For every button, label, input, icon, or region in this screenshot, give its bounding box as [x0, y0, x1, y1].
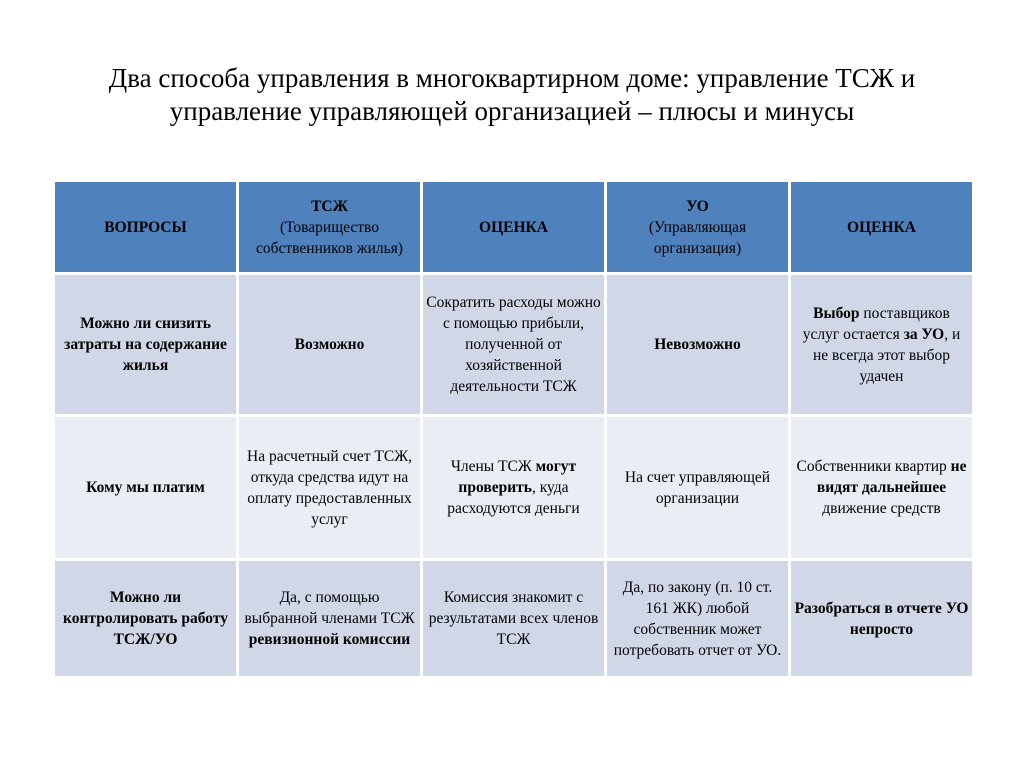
header-tszh-full: (Товарищество собственников жилья) [256, 218, 403, 257]
row-2-tszh-rating-text-2: , куда расходуются деньги [447, 479, 580, 517]
row-3-uo: Да, по закону (п. 10 ст. 161 ЖК) любой собственник может потребовать отчет от УО. [606, 560, 790, 678]
row-1-question: Можно ли снизить затраты на содержание жилья [54, 274, 238, 416]
row-3-question: Можно ли контролировать работу ТСЖ/УО [54, 560, 238, 678]
row-3-tszh [238, 560, 422, 678]
header-rating-1 [422, 181, 606, 274]
header-rating-2 [790, 181, 974, 274]
page-title [60, 62, 964, 128]
row-2-tszh-rating-bold: могут проверить [458, 458, 577, 496]
row-3-tszh-text: Да, с помощью выбранной членами ТСЖ [244, 589, 415, 627]
row-1-uo-rating [790, 274, 974, 416]
row-1-tszh-rating: Сократить расходы можно с помощью прибыли, полученной от хозяйственной деятельности ТСЖ [422, 274, 606, 416]
table-row [54, 274, 974, 416]
row-2-uo-rating [790, 416, 974, 560]
row-2-question: Кому мы платим [54, 416, 238, 560]
row-1-uo-rating-bold-2: за УО [903, 325, 945, 343]
header-tszh [238, 181, 422, 274]
header-questions [54, 181, 238, 274]
table-row [54, 560, 974, 678]
row-3-uo-rating: Разобраться в отчете УО непросто [790, 560, 974, 678]
header-uo-abbr: УО [686, 197, 709, 215]
row-3-tszh-bold: ревизионной комиссии [248, 631, 411, 648]
row-2-uo-rating-bold: не видят дальнейшее [816, 458, 967, 496]
row-2-uo-rating-text-1: Собственники квартир [796, 458, 951, 475]
table-row [54, 416, 974, 560]
row-2-tszh-rating [422, 416, 606, 560]
row-2-uo-rating-text-2: движение средств [822, 500, 941, 517]
header-uo-full: (Управляющая организация) [648, 218, 747, 257]
row-1-tszh: Возможно [238, 274, 422, 416]
header-questions-label: ВОПРОСЫ [104, 218, 187, 236]
row-1-uo: Невозможно [606, 274, 790, 416]
row-1-uo-rating-text-1: поставщиков услуг остается [802, 304, 950, 343]
row-1-uo-rating-bold-1: Выбор [813, 304, 860, 322]
table-header-row [54, 181, 974, 274]
row-2-tszh-rating-text-1: Члены ТСЖ [450, 458, 536, 475]
row-2-tszh: На расчетный счет ТСЖ, откуда средства идут на оплату предоставленных услуг [238, 416, 422, 560]
header-rating-2-label: ОЦЕНКА [847, 218, 916, 236]
comparison-table [52, 179, 975, 679]
header-tszh-abbr: ТСЖ [311, 197, 348, 215]
row-3-tszh-rating: Комиссия знакомит с результатами всех членов ТСЖ [422, 560, 606, 678]
header-rating-1-label: ОЦЕНКА [479, 218, 548, 236]
row-1-uo-rating-text-2: , и не всегда этот выбор удачен [813, 325, 961, 385]
page-title-line-1: Два способа управления в многоквартирном доме: управление ТСЖ и [108, 63, 916, 93]
page-title-line-2: управление управляющей организацией – плюсы и минусы [169, 96, 855, 126]
header-uo [606, 181, 790, 274]
row-2-uo: На счет управляющей организации [606, 416, 790, 560]
